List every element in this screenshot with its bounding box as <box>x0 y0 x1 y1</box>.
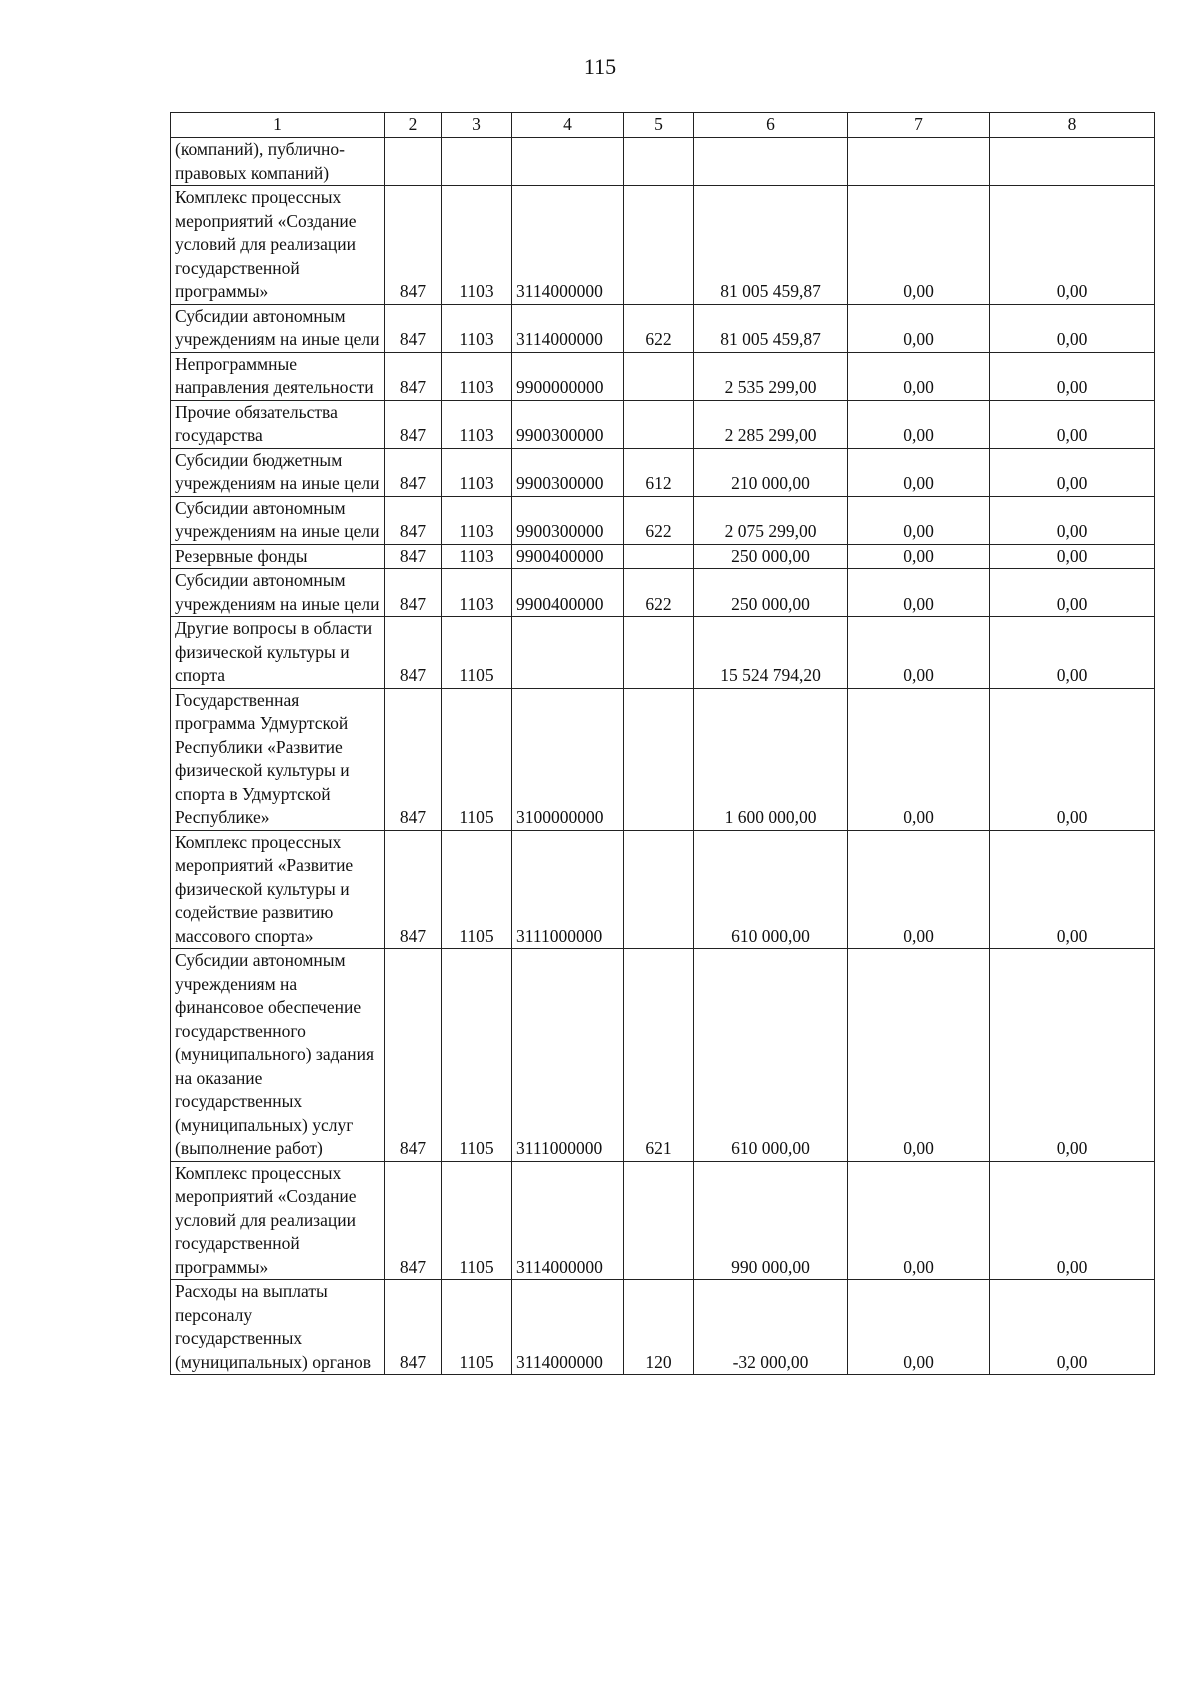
amount-year3-cell: 0,00 <box>990 1280 1155 1375</box>
amount-year2-cell: 0,00 <box>848 400 990 448</box>
row-name-cell: Другие вопросы в области физической культуры и спорта <box>171 617 385 689</box>
amount-year3-cell: 0,00 <box>990 186 1155 305</box>
amount-cell: 2 535 299,00 <box>694 352 848 400</box>
header-cell: 5 <box>624 113 694 138</box>
department-code-cell: 847 <box>385 1280 442 1375</box>
amount-cell: 15 524 794,20 <box>694 617 848 689</box>
header-cell: 8 <box>990 113 1155 138</box>
department-code-cell: 847 <box>385 304 442 352</box>
department-code-cell: 847 <box>385 448 442 496</box>
amount-year3-cell: 0,00 <box>990 448 1155 496</box>
row-name-cell: Комплекс процессных мероприятий «Создание условий для реализации государственной программы» <box>171 186 385 305</box>
target-article-cell: 9900300000 <box>512 400 624 448</box>
table-row <box>171 949 1155 1162</box>
department-code-cell: 847 <box>385 496 442 544</box>
amount-year3-cell: 0,00 <box>990 352 1155 400</box>
expense-type-cell <box>624 1161 694 1280</box>
amount-cell: -32 000,00 <box>694 1280 848 1375</box>
target-article-cell: 3114000000 <box>512 186 624 305</box>
amount-year2-cell <box>848 138 990 186</box>
page-number: 115 <box>583 54 617 79</box>
amount-cell: 610 000,00 <box>694 830 848 949</box>
row-name-cell: Субсидии бюджетным учреждениям на иные цели <box>171 448 385 496</box>
amount-year3-cell: 0,00 <box>990 496 1155 544</box>
row-name-cell: Субсидии автономным учреждениям на иные цели <box>171 304 385 352</box>
amount-year3-cell: 0,00 <box>990 1161 1155 1280</box>
table-row <box>171 830 1155 949</box>
department-code-cell: 847 <box>385 949 442 1162</box>
section-code-cell: 1103 <box>442 186 512 305</box>
amount-year2-cell: 0,00 <box>848 496 990 544</box>
target-article-cell: 3100000000 <box>512 688 624 830</box>
table-row <box>171 448 1155 496</box>
amount-year2-cell: 0,00 <box>848 352 990 400</box>
section-code-cell: 1105 <box>442 1280 512 1375</box>
amount-year3-cell: 0,00 <box>990 949 1155 1162</box>
section-code-cell: 1105 <box>442 949 512 1162</box>
row-name-cell: Субсидии автономным учреждениям на финансовое обеспечение государственного (муниципального) задания на оказание государственных (муниципальных) услуг (выполнение работ) <box>171 949 385 1162</box>
expense-type-cell <box>624 617 694 689</box>
header-row <box>171 113 1155 138</box>
department-code-cell: 847 <box>385 400 442 448</box>
target-article-cell: 9900400000 <box>512 569 624 617</box>
department-code-cell: 847 <box>385 830 442 949</box>
amount-cell: 250 000,00 <box>694 544 848 569</box>
department-code-cell: 847 <box>385 617 442 689</box>
expense-type-cell: 622 <box>624 569 694 617</box>
amount-year3-cell <box>990 138 1155 186</box>
row-name-cell: Комплекс процессных мероприятий «Развитие физической культуры и содействие развитию массового спорта» <box>171 830 385 949</box>
expense-type-cell: 612 <box>624 448 694 496</box>
target-article-cell <box>512 617 624 689</box>
header-cell: 2 <box>385 113 442 138</box>
amount-year3-cell: 0,00 <box>990 830 1155 949</box>
department-code-cell <box>385 138 442 186</box>
department-code-cell: 847 <box>385 1161 442 1280</box>
amount-year2-cell: 0,00 <box>848 688 990 830</box>
table-row <box>171 186 1155 305</box>
target-article-cell: 3114000000 <box>512 1280 624 1375</box>
header-cell: 3 <box>442 113 512 138</box>
amount-year3-cell: 0,00 <box>990 400 1155 448</box>
section-code-cell: 1103 <box>442 448 512 496</box>
row-name-cell: (компаний), публично-правовых компаний) <box>171 138 385 186</box>
expense-type-cell <box>624 544 694 569</box>
amount-cell: 250 000,00 <box>694 569 848 617</box>
target-article-cell <box>512 138 624 186</box>
department-code-cell: 847 <box>385 544 442 569</box>
section-code-cell: 1103 <box>442 304 512 352</box>
expense-type-cell <box>624 830 694 949</box>
section-code-cell: 1105 <box>442 1161 512 1280</box>
expense-type-cell <box>624 138 694 186</box>
amount-year2-cell: 0,00 <box>848 448 990 496</box>
table-row <box>171 304 1155 352</box>
budget-table <box>170 112 1155 1375</box>
row-name-cell: Комплекс процессных мероприятий «Создание условий для реализации государственной программы» <box>171 1161 385 1280</box>
amount-year3-cell: 0,00 <box>990 304 1155 352</box>
target-article-cell: 3114000000 <box>512 1161 624 1280</box>
header-cell: 7 <box>848 113 990 138</box>
amount-cell: 210 000,00 <box>694 448 848 496</box>
target-article-cell: 3114000000 <box>512 304 624 352</box>
expense-type-cell <box>624 688 694 830</box>
table-row <box>171 496 1155 544</box>
section-code-cell: 1105 <box>442 617 512 689</box>
amount-year2-cell: 0,00 <box>848 1280 990 1375</box>
section-code-cell: 1103 <box>442 400 512 448</box>
expense-type-cell <box>624 186 694 305</box>
row-name-cell: Государственная программа Удмуртской Республики «Развитие физической культуры и спорта в Удмуртской Республике» <box>171 688 385 830</box>
expense-type-cell: 622 <box>624 304 694 352</box>
section-code-cell: 1105 <box>442 830 512 949</box>
target-article-cell: 9900300000 <box>512 448 624 496</box>
table-row <box>171 1280 1155 1375</box>
amount-cell: 610 000,00 <box>694 949 848 1162</box>
header-cell: 1 <box>171 113 385 138</box>
row-name-cell: Прочие обязательства государства <box>171 400 385 448</box>
department-code-cell: 847 <box>385 352 442 400</box>
table-row <box>171 544 1155 569</box>
table-row <box>171 688 1155 830</box>
amount-year3-cell: 0,00 <box>990 617 1155 689</box>
header-cell: 6 <box>694 113 848 138</box>
department-code-cell: 847 <box>385 688 442 830</box>
row-name-cell: Субсидии автономным учреждениям на иные цели <box>171 569 385 617</box>
expense-type-cell <box>624 400 694 448</box>
department-code-cell: 847 <box>385 186 442 305</box>
amount-year2-cell: 0,00 <box>848 1161 990 1280</box>
header-cell: 4 <box>512 113 624 138</box>
section-code-cell: 1103 <box>442 352 512 400</box>
amount-year2-cell: 0,00 <box>848 949 990 1162</box>
row-name-cell: Резервные фонды <box>171 544 385 569</box>
row-name-cell: Непрограммные направления деятельности <box>171 352 385 400</box>
amount-cell: 81 005 459,87 <box>694 186 848 305</box>
amount-cell: 990 000,00 <box>694 1161 848 1280</box>
target-article-cell: 9900400000 <box>512 544 624 569</box>
amount-year3-cell: 0,00 <box>990 544 1155 569</box>
amount-year3-cell: 0,00 <box>990 569 1155 617</box>
target-article-cell: 9900000000 <box>512 352 624 400</box>
table-row <box>171 1161 1155 1280</box>
expense-type-cell <box>624 352 694 400</box>
row-name-cell: Субсидии автономным учреждениям на иные цели <box>171 496 385 544</box>
table-row <box>171 569 1155 617</box>
amount-year3-cell: 0,00 <box>990 688 1155 830</box>
amount-cell <box>694 138 848 186</box>
expense-type-cell: 120 <box>624 1280 694 1375</box>
amount-year2-cell: 0,00 <box>848 186 990 305</box>
department-code-cell: 847 <box>385 569 442 617</box>
target-article-cell: 3111000000 <box>512 949 624 1162</box>
table-row <box>171 617 1155 689</box>
amount-cell: 2 075 299,00 <box>694 496 848 544</box>
amount-year2-cell: 0,00 <box>848 830 990 949</box>
section-code-cell <box>442 138 512 186</box>
amount-year2-cell: 0,00 <box>848 544 990 569</box>
table-row <box>171 400 1155 448</box>
row-name-cell: Расходы на выплаты персоналу государственных (муниципальных) органов <box>171 1280 385 1375</box>
table-row <box>171 352 1155 400</box>
section-code-cell: 1103 <box>442 569 512 617</box>
section-code-cell: 1103 <box>442 544 512 569</box>
amount-cell: 1 600 000,00 <box>694 688 848 830</box>
table-row <box>171 138 1155 186</box>
amount-year2-cell: 0,00 <box>848 617 990 689</box>
amount-year2-cell: 0,00 <box>848 569 990 617</box>
target-article-cell: 9900300000 <box>512 496 624 544</box>
target-article-cell: 3111000000 <box>512 830 624 949</box>
expense-type-cell: 622 <box>624 496 694 544</box>
section-code-cell: 1103 <box>442 496 512 544</box>
amount-year2-cell: 0,00 <box>848 304 990 352</box>
amount-cell: 81 005 459,87 <box>694 304 848 352</box>
expense-type-cell: 621 <box>624 949 694 1162</box>
amount-cell: 2 285 299,00 <box>694 400 848 448</box>
section-code-cell: 1105 <box>442 688 512 830</box>
